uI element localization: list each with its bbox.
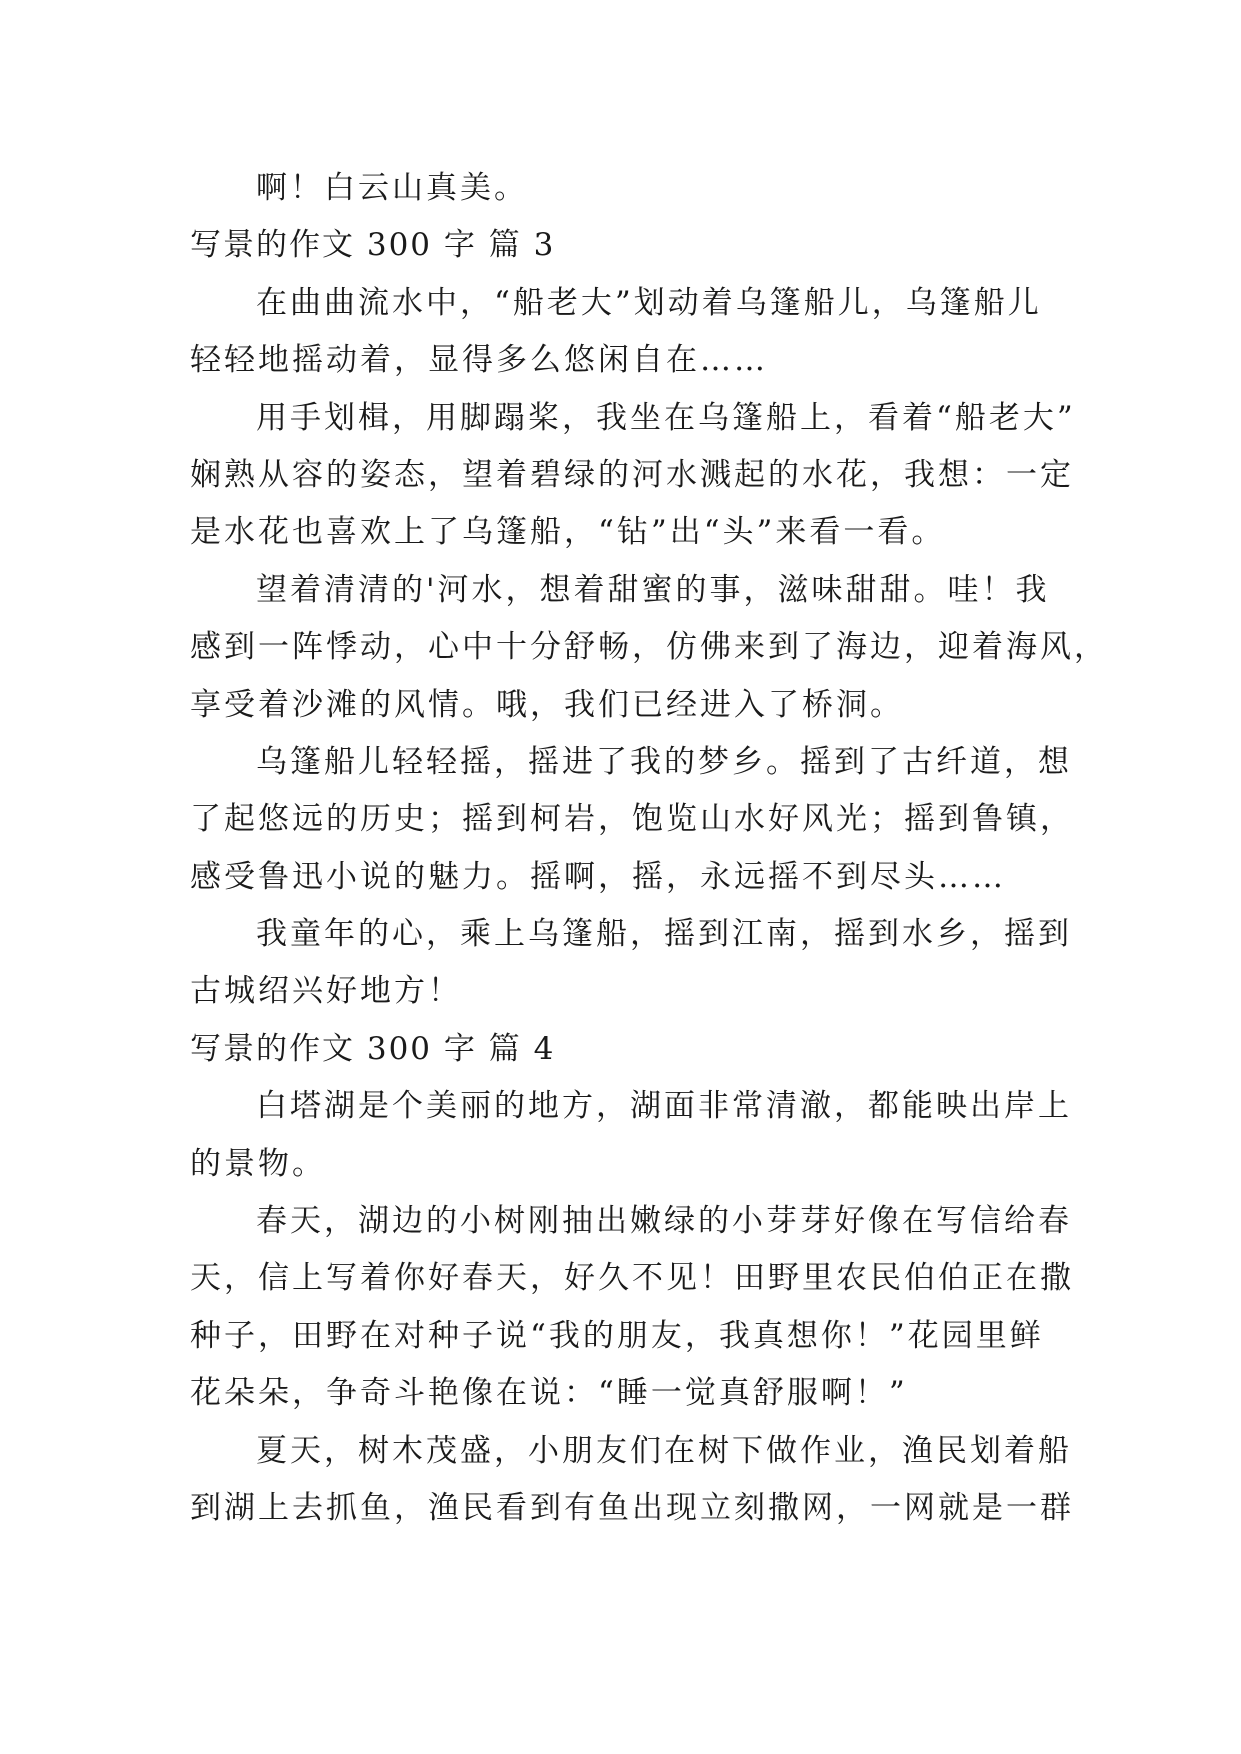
text-line: 是水花也喜欢上了乌篷船，“钻”出“头”来看一看。	[190, 514, 946, 551]
text-line: 乌篷船儿轻轻摇，摇进了我的梦乡。摇到了古纤道，想	[256, 743, 1072, 780]
text-line: 白塔湖是个美丽的地方，湖面非常清澈，都能映出岸上	[256, 1088, 1072, 1125]
section-heading: 写景的作文 300 字 篇 4	[190, 1030, 556, 1067]
text-line: 我童年的心，乘上乌篷船，摇到江南，摇到水乡，摇到	[256, 916, 1072, 953]
text-line: 享受着沙滩的风情。哦，我们已经进入了桥洞。	[190, 686, 904, 723]
text-line: 天，信上写着你好春天，好久不见！田野里农民伯伯正在撒	[190, 1260, 1074, 1297]
text-line: 夏天，树木茂盛，小朋友们在树下做作业，渔民划着船	[256, 1432, 1072, 1469]
text-line: 种子，田野在对种子说“我的朋友，我真想你！”花园里鲜	[190, 1317, 1044, 1354]
text-line: 轻轻地摇动着，显得多么悠闲自在……	[190, 342, 768, 379]
text-line: 花朵朵，争奇斗艳像在说：“睡一觉真舒服啊！”	[190, 1375, 908, 1412]
text-line: 古城绍兴好地方！	[190, 973, 462, 1010]
text-line: 了起悠远的历史；摇到柯岩，饱览山水好风光；摇到鲁镇，	[190, 801, 1074, 838]
text-line: 望着清清的'河水，想着甜蜜的事，滋味甜甜。哇！我	[256, 571, 1050, 608]
text-line: 感受鲁迅小说的魅力。摇啊，摇，永远摇不到尽头……	[190, 858, 1006, 895]
text-line: 啊！白云山真美。	[256, 170, 528, 206]
document-text-block	[190, 160, 1108, 1537]
text-line: 感到一阵悸动，心中十分舒畅，仿佛来到了海边，迎着海风，	[190, 629, 1108, 666]
text-line: 在曲曲流水中，“船老大”划动着乌篷船儿，乌篷船儿	[256, 284, 1042, 321]
text-line: 娴熟从容的姿态，望着碧绿的河水溅起的水花，我想：一定	[190, 456, 1074, 493]
text-line: 春天，湖边的小树刚抽出嫩绿的小芽芽好像在写信给春	[256, 1203, 1072, 1240]
text-line: 到湖上去抓鱼，渔民看到有鱼出现立刻撒网，一网就是一群	[190, 1489, 1074, 1526]
text-line: 的景物。	[190, 1145, 326, 1182]
text-line: 用手划楫，用脚蹋桨，我坐在乌篷船上，看着“船老大”	[256, 399, 1076, 436]
section-heading: 写景的作文 300 字 篇 3	[190, 227, 556, 264]
